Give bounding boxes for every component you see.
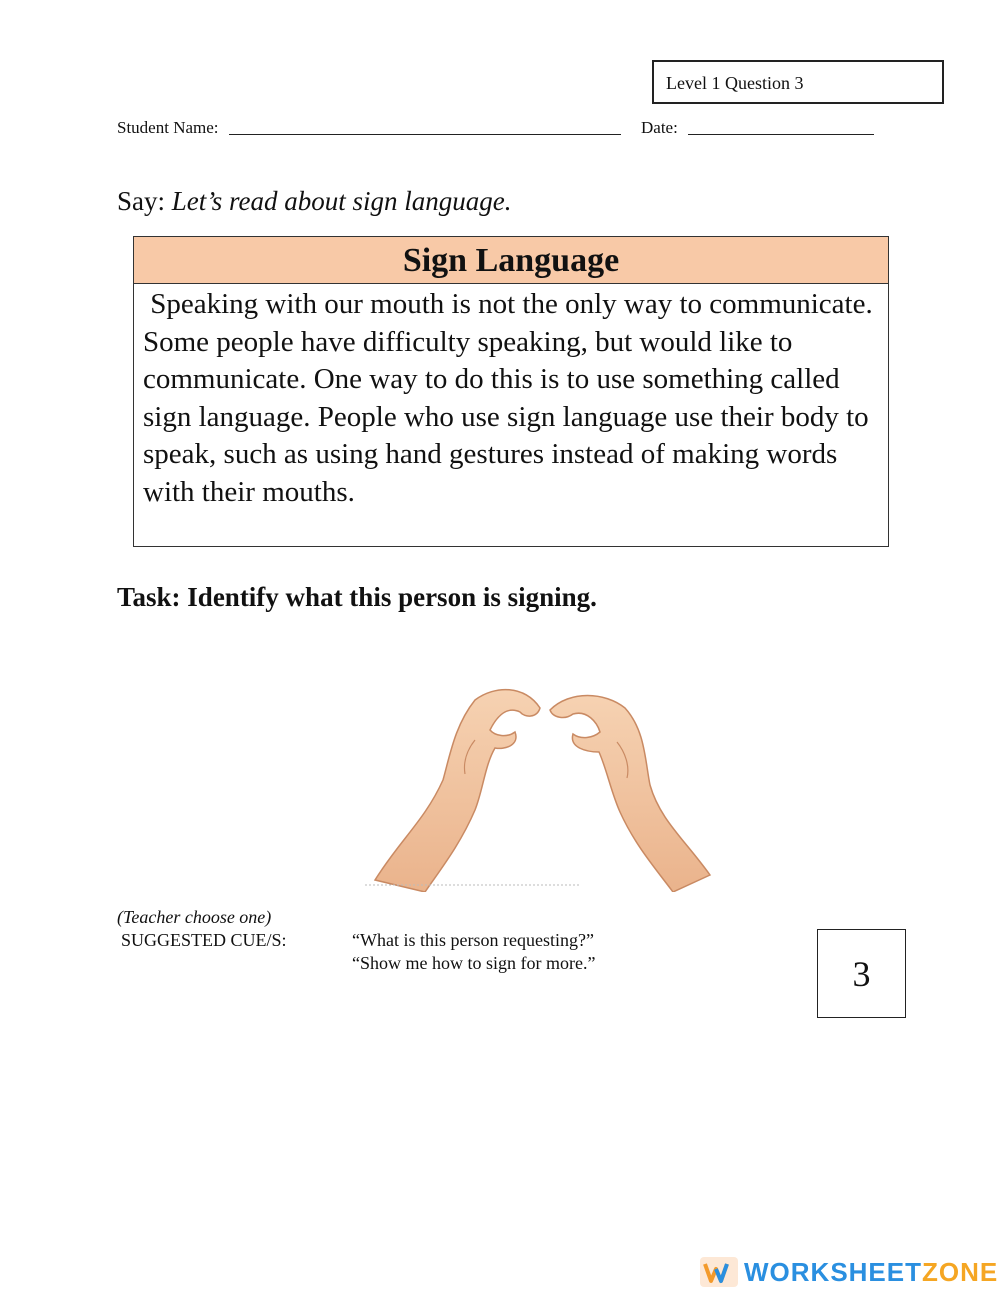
level-question-label: Level 1 Question 3 bbox=[666, 73, 804, 93]
level-question-box bbox=[652, 60, 944, 104]
cue-item: “What is this person requesting?” bbox=[352, 930, 594, 950]
date-field[interactable] bbox=[688, 118, 874, 135]
brand-name: WORKSHEETZONE bbox=[744, 1256, 999, 1287]
student-info-row bbox=[117, 118, 874, 138]
say-text: Let’s read about sign language. bbox=[171, 186, 512, 216]
suggested-cues-label: SUGGESTED CUE/S: bbox=[121, 930, 287, 950]
student-name-label: Student Name: bbox=[117, 118, 219, 137]
passage-title: Sign Language bbox=[134, 237, 888, 284]
say-prefix: Say: bbox=[117, 186, 166, 216]
reading-passage bbox=[133, 236, 889, 547]
student-name-field[interactable] bbox=[229, 118, 621, 135]
passage-body: Speaking with our mouth is not the only way to communicate. Some people have difficulty speaking, but would like to communicate. One way to do this is to use something called sign language. People who use sign language use their body to speak, such as using hand gestures instead of making words with their mouths. bbox=[143, 288, 880, 508]
cue-item: “Show me how to sign for more.” bbox=[352, 953, 596, 973]
say-instruction bbox=[117, 186, 512, 217]
teacher-note: (Teacher choose one) bbox=[117, 907, 272, 927]
answer-number-box bbox=[817, 929, 906, 1018]
sign-more-hands-image bbox=[355, 670, 735, 892]
w-logo-icon bbox=[700, 1257, 738, 1287]
date-label: Date: bbox=[641, 118, 678, 137]
task-instruction: Task: Identify what this person is signing. bbox=[117, 582, 597, 612]
worksheetzone-logo bbox=[700, 1255, 998, 1289]
answer-number: 3 bbox=[852, 954, 871, 994]
